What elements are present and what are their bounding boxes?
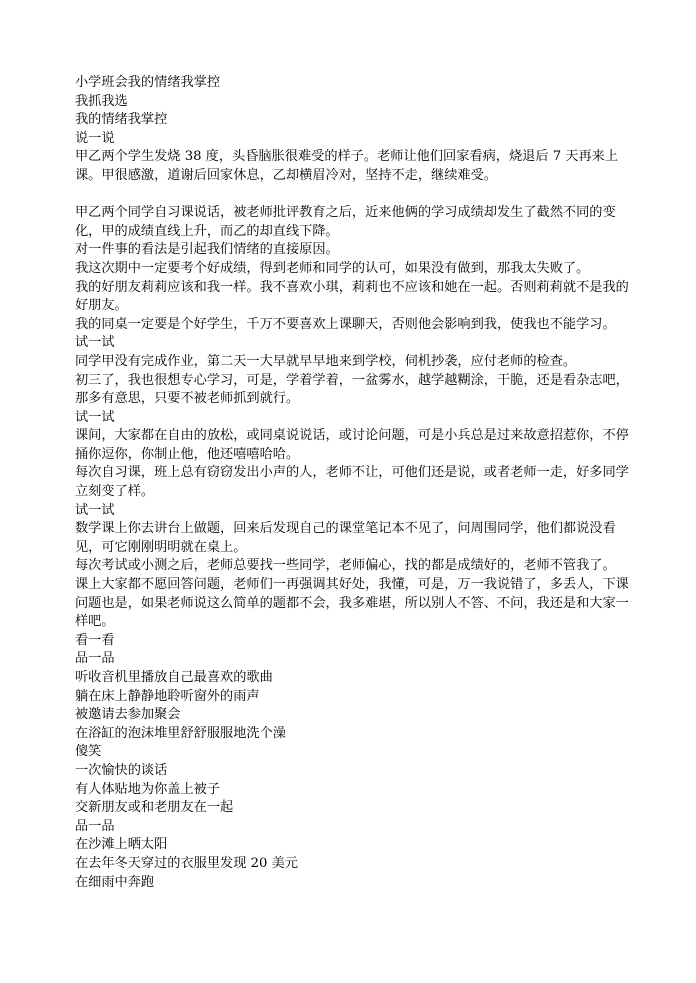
list-item: 躺在床上静静地聆听窗外的雨声 bbox=[75, 688, 260, 704]
list-item: 在浴缸的泡沫堆里舒舒服服地洗个澡 bbox=[75, 725, 286, 741]
list-item: 一次愉快的谈话 bbox=[75, 762, 168, 778]
section-heading: 我抓我选 bbox=[75, 93, 128, 109]
section-heading: 品一品 bbox=[75, 818, 115, 834]
paragraph: 我的好朋友莉莉应该和我一样。我不喜欢小琪，莉莉也不应该和她在一起。否则莉莉就不是我的好朋友。 bbox=[75, 279, 629, 314]
section-heading: 试一试 bbox=[75, 335, 115, 351]
list-item: 在沙滩上晒太阳 bbox=[75, 837, 168, 853]
paragraph: 甲乙两个学生发烧 38 度，头昏脑胀很难受的样子。老师让他们回家看病，烧退后 7 天再来上课。甲很感激，道谢后回家休息，乙却横眉冷对，坚持不走，继续难受。 bbox=[75, 149, 619, 183]
paragraph: 每次自习课，班上总有窃窃发出小声的人，老师不让，可他们还是说，或者老师一走，好多同学立刻变了样。 bbox=[75, 465, 629, 500]
paragraph: 我的同桌一定要是个好学生，千万不要喜欢上课聊天，否则他会影响到我，使我也不能学习。 bbox=[75, 316, 616, 332]
section-heading: 看一看 bbox=[75, 632, 115, 648]
section-heading: 试一试 bbox=[75, 502, 115, 518]
paragraph: 数学课上你去讲台上做题，回来后发现自己的课堂笔记本不见了，问周围同学，他们都说没看见，可它刚刚明明就在桌上。 bbox=[75, 521, 616, 555]
paragraph: 我这次期中一定要考个好成绩，得到老师和同学的认可，如果没有做到，那我太失败了。 bbox=[75, 260, 590, 276]
paragraph: 每次考试或小测之后，老师总要找一些同学，老师偏心，找的都是成绩好的，老师不管我了。 bbox=[75, 558, 616, 574]
list-item: 听收音机里播放自己最喜欢的歌曲 bbox=[75, 670, 273, 685]
paragraph: 课上大家都不愿回答问题，老师们一再强调其好处，我懂，可是，万一我说错了，多丢人，下课问题也是，如果老师说这么简单的题都不会，我多难堪，所以别人不答、不问，我还是和大家一样吧。 bbox=[75, 577, 629, 630]
list-item: 被邀请去参加聚会 bbox=[75, 707, 181, 723]
paragraph: 对一件事的看法是引起我们情绪的直接原因。 bbox=[75, 242, 339, 258]
document-body bbox=[75, 74, 635, 892]
blank-line bbox=[75, 186, 635, 205]
section-heading: 我的情绪我掌控 bbox=[75, 112, 168, 128]
section-heading: 品一品 bbox=[75, 651, 115, 667]
list-item: 在细雨中奔跑 bbox=[75, 874, 155, 890]
list-item: 有人体贴地为你盖上被子 bbox=[75, 781, 221, 797]
paragraph: 课间，大家都在自由的放松，或同桌说说话，或讨论问题，可是小兵总是过来故意招惹你，不停捅你逗你，你制止他，他还嘻嘻哈哈。 bbox=[75, 428, 629, 462]
section-heading: 试一试 bbox=[75, 409, 115, 425]
list-item: 交新朋友或和老朋友在一起 bbox=[75, 800, 234, 816]
list-item: 在去年冬天穿过的衣服里发现 20 美元 bbox=[75, 855, 298, 871]
paragraph: 甲乙两个同学自习课说话，被老师批评教育之后，近来他俩的学习成绩却发生了截然不同的变化，甲的成绩直线上升，而乙的却直线下降。 bbox=[75, 205, 616, 239]
list-item: 傻笑 bbox=[75, 744, 102, 760]
document-title: 小学班会我的情绪我掌控 bbox=[75, 75, 221, 90]
section-heading: 说一说 bbox=[75, 130, 115, 146]
paragraph: 同学甲没有完成作业，第二天一大早就早早地来到学校，伺机抄袭，应付老师的检查。 bbox=[75, 353, 577, 369]
paragraph: 初三了，我也很想专心学习，可是，学着学着，一盆雾水，越学越糊涂，干脆，还是看杂志吧，那多有意思，只要不被老师抓到就行。 bbox=[75, 372, 629, 407]
